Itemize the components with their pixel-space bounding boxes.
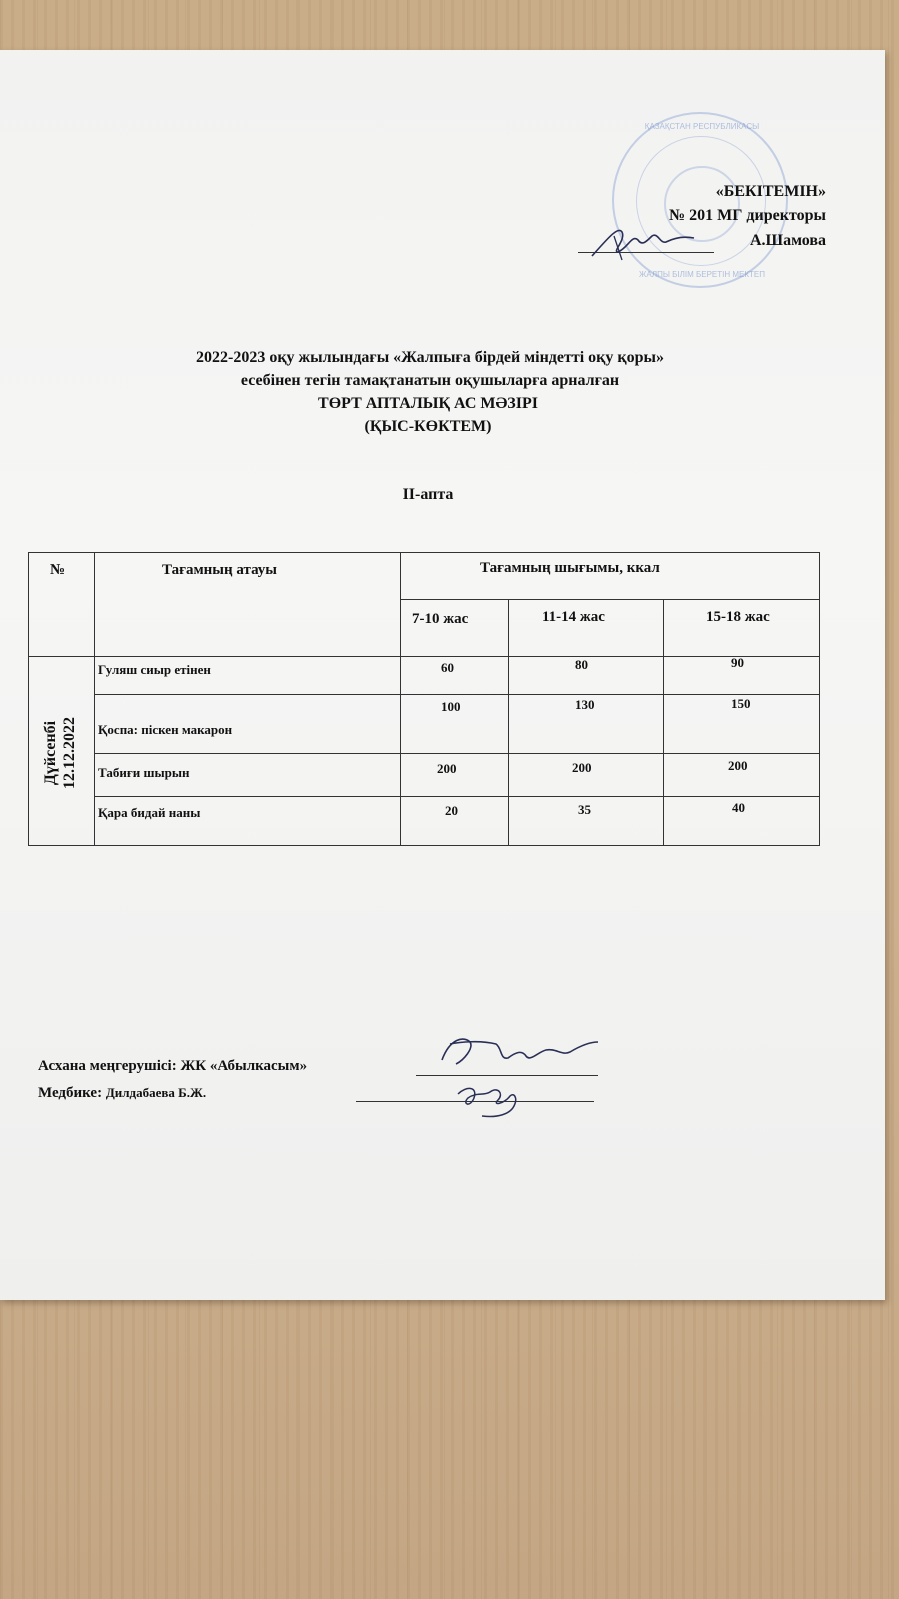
heading-line-2: есебінен тегін тамақтанатын оқушыларға арналған [240,372,620,389]
approval-title: «БЕКІТЕМІН» [715,183,826,200]
kcal-11-14: 80 [575,657,588,672]
kcal-15-18: 40 [732,800,745,815]
kcal-15-18: 90 [731,655,744,670]
canteen-signature [430,1030,600,1074]
heading-line-4: (ҚЫС-КӨКТЕМ) [364,418,492,435]
heading-line-3: ТӨРТ АПТАЛЫҚ АС МӘЗІРІ [318,395,538,412]
nurse-title: Медбике: [38,1085,103,1101]
nurse-signature [452,1078,532,1128]
nurse-label [38,1085,206,1102]
approval-name: А.Шамова [749,232,826,249]
column-header-dish-name: Тағамның атауы [162,562,278,578]
age-group-1: 7-10 жас [412,611,469,627]
kcal-7-10: 60 [441,660,454,675]
week-label: II-апта [402,486,454,503]
stamp-bottom-text: ЖАЛПЫ БІЛІМ БЕРЕТІН МЕКТЕП [638,270,766,279]
kcal-7-10: 100 [441,699,461,714]
dish-name: Гуляш сиыр етінен [98,662,211,677]
age-group-2: 11-14 жас [542,609,605,625]
age-group-3: 15-18 жас [706,609,770,625]
kcal-7-10: 200 [437,761,457,776]
column-header-yield: Тағамның шығымы, ккал [480,560,660,576]
kcal-11-14: 200 [572,760,592,775]
dish-name: Табиғи шырын [98,765,190,780]
day-date: 12.12.2022 [61,717,78,789]
nurse-name: Дилдабаева Б.Ж. [105,1085,207,1100]
kcal-11-14: 130 [575,697,595,712]
day-cell [38,660,82,846]
kcal-7-10: 20 [445,803,458,818]
kcal-15-18: 150 [731,696,751,711]
approval-position: № 201 МГ директоры [669,207,826,224]
dish-name: Қоспа: піскен макарон [98,722,233,737]
kcal-15-18: 200 [728,758,748,773]
stamp-top-text: ҚАЗАҚСТАН РЕСПУБЛИКАСЫ [644,122,760,131]
dish-name: Қара бидай наны [98,805,201,820]
director-signature [588,218,698,264]
heading-line-1: 2022-2023 оқу жылындағы «Жалпыға бірдей міндетті оқу қоры» [196,349,664,366]
canteen-manager-label: Асхана меңгерушісі: ЖК «Абылкасым» [38,1058,308,1074]
column-header-number: № [50,562,66,578]
kcal-11-14: 35 [578,802,591,817]
day-name: Дүйсенбі [42,720,59,786]
